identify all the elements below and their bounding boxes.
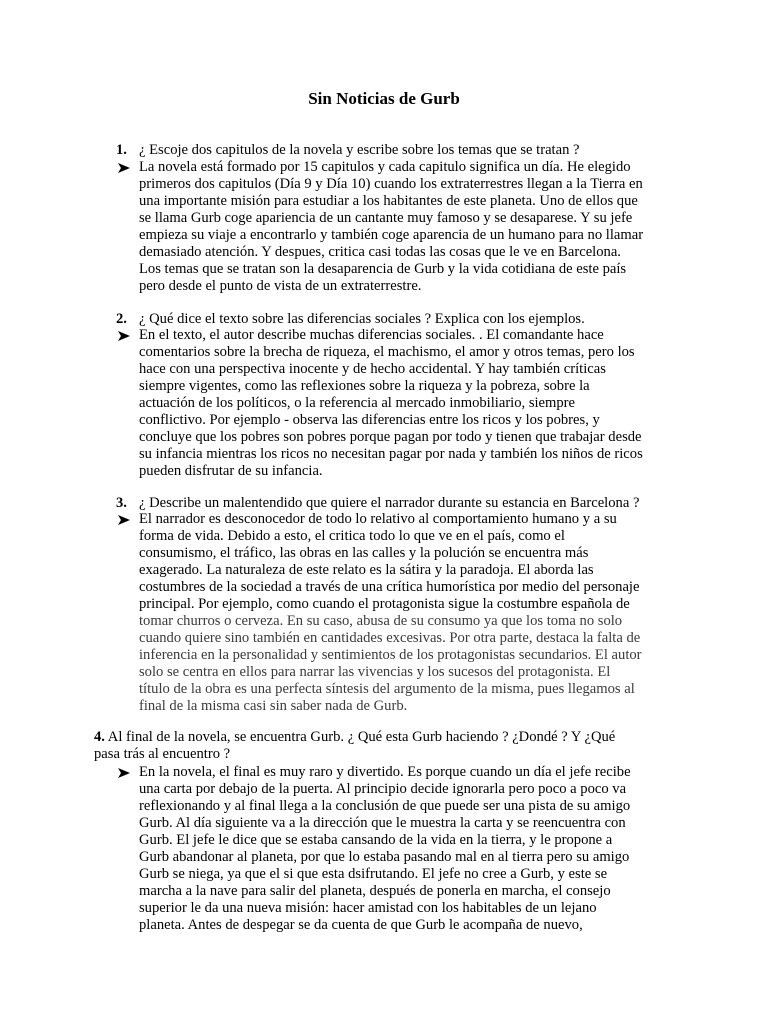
question-number: 1.	[116, 142, 127, 158]
answer-line: marcha a la nave para salir del planeta, después de ponerla en marcha, el consejo	[139, 883, 611, 899]
answer-line: pero desde el punto de vista de un extraterrestre.	[139, 278, 422, 294]
answer-line: una carta por debajo de la puerta. Al principio decide ignorarla pero poco a poco va	[139, 781, 627, 797]
answer-line: reflexionando y al final llega a la conclusión de que puede ser una pista de su amigo	[139, 798, 631, 814]
answer-line: Gurb. El jefe le dice que se estaba cansando de la vida en la tierra, y le propone a	[139, 832, 613, 848]
answer-line: costumbres de la sociedad a través de una crítica humorística por medio del personaje	[139, 579, 640, 595]
arrow-bullet-icon	[117, 767, 131, 779]
question-4	[94, 729, 694, 763]
question-line: pasa trás al encuentro ?	[94, 746, 231, 762]
answer-line: En la novela, el final es muy raro y divertido. Es porque cuando un día el jefe recibe	[139, 764, 631, 780]
answer-line: La novela está formado por 15 capitulos y cada capitulo significa un día. He elegido	[139, 159, 631, 175]
answer-1	[139, 159, 679, 295]
question-text: ¿ Qué dice el texto sobre las diferencias sociales ? Explica con los ejemplos.	[139, 311, 585, 327]
answer-line: pueden disfrutar de su infancia.	[139, 463, 323, 479]
question-number: 4.	[94, 729, 105, 745]
answer-line: planeta. Antes de despegar se da cuenta de que Gurb le acompaña de nuevo,	[139, 917, 583, 933]
arrow-bullet-icon	[117, 162, 131, 174]
question-text: Al final de la novela, se encuentra Gurb. ¿ Qué esta Gurb haciendo ? ¿Dondé ? Y ¿Qué	[107, 729, 616, 745]
question-text: ¿ Escoje dos capitulos de la novela y escribe sobre los temas que se tratan ?	[139, 142, 580, 158]
answer-line: primeros dos capitulos (Día 9 y Día 10) cuando los extraterrestres llegan a la Tierra en	[139, 176, 643, 192]
arrow-bullet-icon	[117, 514, 131, 526]
answer-line: principal. Por ejemplo, como cuando el protagonista sigue la costumbre española de	[139, 596, 630, 612]
answer-line: una importante misión para estudiar a los habitantes de este planeta. Uno de ellos que	[139, 193, 638, 209]
answer-line: demasiado atención. Y despues, critica casi todas las cosas que le ve en Barcelona.	[139, 244, 621, 260]
question-1	[116, 142, 676, 159]
answer-line: Gurb. Al día siguiente va a la dirección que le muestra la carta y se reencuentra con	[139, 815, 626, 831]
answer-line: final de la misma casi sin saber nada de Gurb.	[139, 698, 408, 714]
answer-line: empieza su viaje a encontrarlo y también coge aparencia de un humano para no llamar	[139, 227, 644, 243]
answer-3	[139, 511, 679, 715]
question-line	[94, 729, 694, 746]
answer-line: actuación de los políticos, o la referencia al mercado inmobiliario, siempre	[139, 395, 576, 411]
answer-line: El narrador es desconocedor de todo lo relativo al comportamiento humano y a su	[139, 511, 617, 527]
answer-line: tomar churros o cerveza. En su caso, abusa de su consumo ya que los toma no solo	[139, 613, 623, 629]
page-title: Sin Noticias de Gurb	[308, 89, 460, 108]
arrow-bullet-icon	[117, 330, 131, 342]
answer-line: superior le da una nueva misión: hacer amistad con los habitables de un lejano	[139, 900, 597, 916]
answer-line: siempre vigentes, como las reflexiones sobre la riqueza y la pobreza, sobre la	[139, 378, 590, 394]
answer-line: concluye que los pobres son pobres porque pagan por todo y tienen que trabajar desde	[139, 429, 642, 445]
answer-4	[139, 764, 679, 934]
answer-line: consumismo, el tráfico, las obras en las calles y la polución se encuentra más	[139, 545, 589, 561]
answer-line: título de la obra es una perfecta síntesis del argumento de la misma, pues llegamos al	[139, 681, 635, 697]
answer-line: forma de vida. Debido a esto, el critica todo lo que ve en el país, como el	[139, 528, 565, 544]
answer-line: comentarios sobre la brecha de riqueza, el machismo, el amor y otros temas, pero los	[139, 344, 635, 360]
answer-line: hace con una perspectiva inocente y de hecho accidental. Y hay también críticas	[139, 361, 606, 377]
answer-line: solo se centra en ellos para narrar las vivencias y los sucesos del protagonista. El	[139, 664, 611, 680]
answer-line: cuando quiere sino también en cantidades excesivas. Por otra parte, destaca la falta de	[139, 630, 641, 646]
question-number: 3.	[116, 495, 127, 511]
question-text: ¿ Describe un malentendido que quiere el narrador durante su estancia en Barcelona ?	[139, 495, 640, 511]
answer-line: conflictivo. Por ejemplo - observa las diferencias entre los ricos y los pobres, y	[139, 412, 600, 428]
answer-2	[139, 327, 679, 480]
question-2	[116, 311, 676, 328]
answer-line: En el texto, el autor describe muchas diferencias sociales. . El comandante hace	[139, 327, 604, 343]
question-3	[116, 495, 676, 512]
answer-line: Gurb se niega, ya que el si que esta dsifrutando. El jefe no cree a Gurb, y este se	[139, 866, 608, 882]
answer-line: Gurb abandonar al planeta, por que lo estaba pasando mal en al tierra pero su amigo	[139, 849, 630, 865]
question-number: 2.	[116, 311, 127, 327]
answer-line: exagerado. La naturaleza de este relato es la sátira y la paradoja. El aborda las	[139, 562, 594, 578]
answer-line: Los temas que se tratan son la desaparencia de Gurb y la vida cotidiana de este país	[139, 261, 627, 277]
answer-line: inferencia en la personalidad y sentimientos de los protagonistas secundarios. El autor	[139, 647, 642, 663]
answer-line: se llama Gurb coge apariencia de un cantante muy famoso y se desaparese. Y su jefe	[139, 210, 633, 226]
answer-line: su infancia mientras los ricos no necesitan pagar por nada y también los niños de ricos	[139, 446, 643, 462]
